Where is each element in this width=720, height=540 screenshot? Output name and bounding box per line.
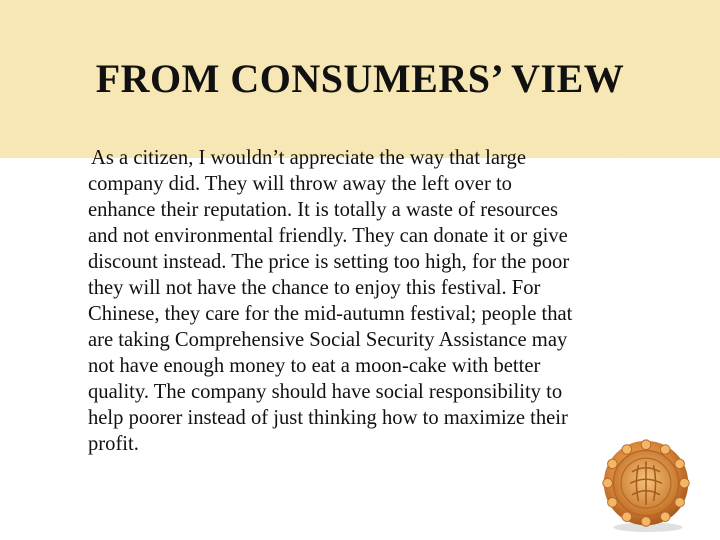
body-paragraph — [88, 145, 668, 457]
body-line: profit. — [88, 433, 139, 455]
body-line: discount instead. The price is setting too high, for the poor — [88, 251, 570, 273]
body-line: Chinese, they care for the mid-autumn festival; people that — [88, 303, 573, 325]
body-line: enhance their reputation. It is totally a waste of resources — [88, 199, 559, 221]
body-line: not have enough money to eat a moon-cake with better — [88, 355, 541, 377]
body-line: are taking Comprehensive Social Security Assistance may — [88, 329, 568, 351]
body-line: company did. They will throw away the left over to — [88, 173, 512, 195]
body-line: As a citizen, I wouldn’t appreciate the way that large — [91, 147, 526, 169]
slide-title: FROM CONSUMERS’ VIEW — [95, 56, 625, 101]
body-line: help poorer instead of just thinking how to maximize their — [88, 407, 568, 429]
body-line: and not environmental friendly. They can donate it or give — [88, 225, 568, 247]
body-line: they will not have the chance to enjoy this festival. For — [88, 277, 541, 299]
body-line: quality. The company should have social responsibility to — [88, 381, 563, 403]
mooncake-image — [598, 437, 694, 533]
